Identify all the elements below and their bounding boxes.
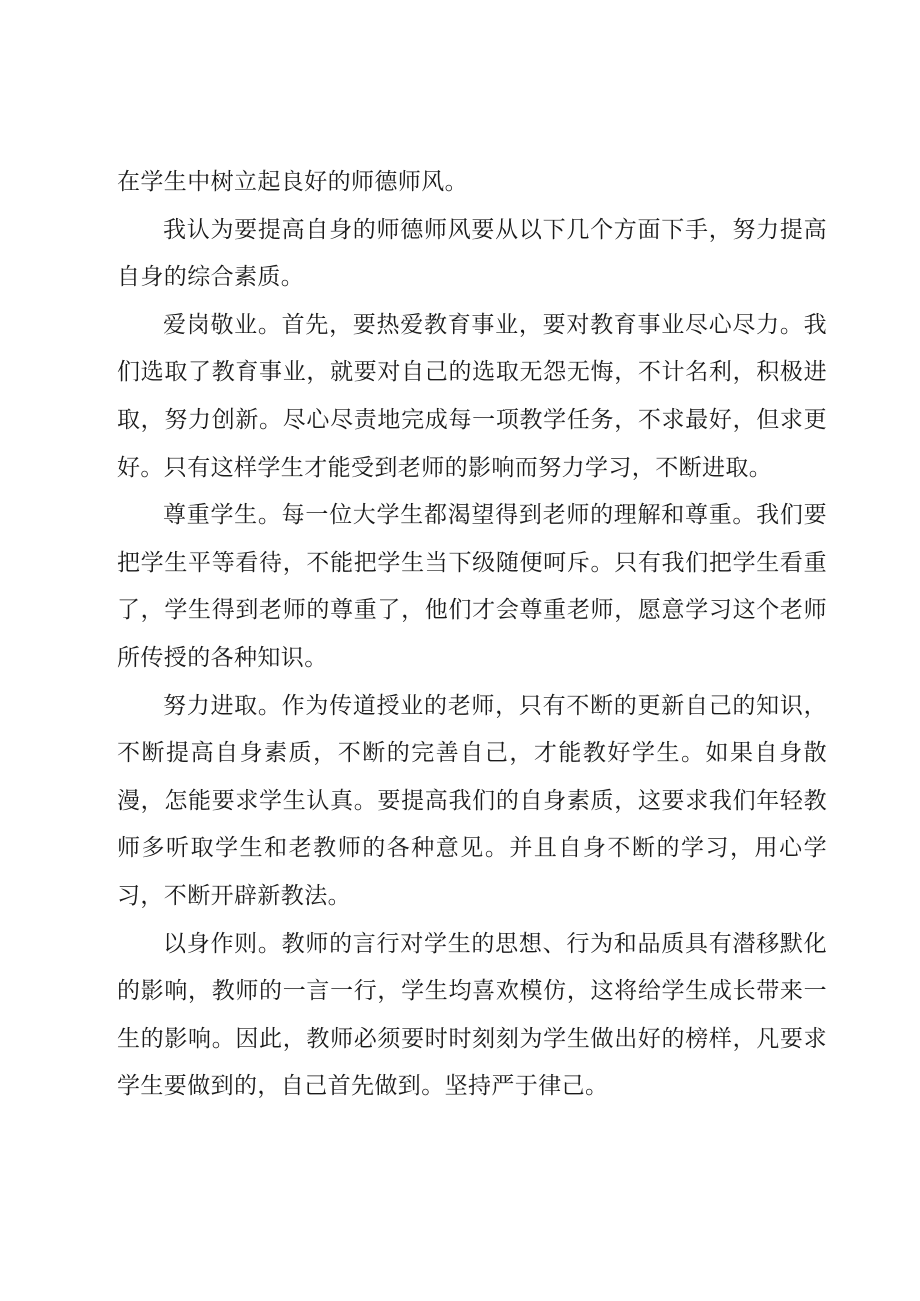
paragraph-respect-students: 尊重学生。每一位大学生都渴望得到老师的理解和尊重。我们要把学生平等看待，不能把学生当下级随便呵斥。只有我们把学生看重了，学生得到老师的尊重了，他们才会尊重老师，愿意学习这个老师所传授的各种知识。 bbox=[117, 502, 827, 671]
paragraph-dedication: 爱岗敬业。首先，要热爱教育事业，要对教育事业尽心尽力。我们选取了教育事业，就要对自己的选取无怨无悔，不计名利，积极进取，努力创新。尽心尽责地完成每一项教学任务，不求最好，但求更好。只有这样学生才能受到老师的影响而努力学习，不断进取。 bbox=[117, 311, 827, 481]
paragraph-intro: 我认为要提高自身的师德师风要从以下几个方面下手，努力提高自身的综合素质。 bbox=[117, 216, 827, 291]
document-body bbox=[117, 159, 827, 1111]
paragraph-strive-forward: 努力进取。作为传道授业的老师，只有不断的更新自己的知识，不断提高自身素质，不断的完善自己，才能教好学生。如果自身散漫，怎能要求学生认真。要提高我们的自身素质，这要求我们年轻教师多听取学生和老教师的各种意见。并且自身不断的学习，用心学习，不断开辟新教法。 bbox=[117, 692, 827, 909]
paragraph-lead-by-example: 以身作则。教师的言行对学生的思想、行为和品质具有潜移默化的影响，教师的一言一行，学生均喜欢模仿，这将给学生成长带来一生的影响。因此，教师必须要时时刻刻为学生做出好的榜样，凡要求学生要做到的，自己首先做到。坚持严于律己。 bbox=[117, 930, 827, 1100]
paragraph-continuation: 在学生中树立起良好的师德师风。 bbox=[117, 169, 468, 195]
